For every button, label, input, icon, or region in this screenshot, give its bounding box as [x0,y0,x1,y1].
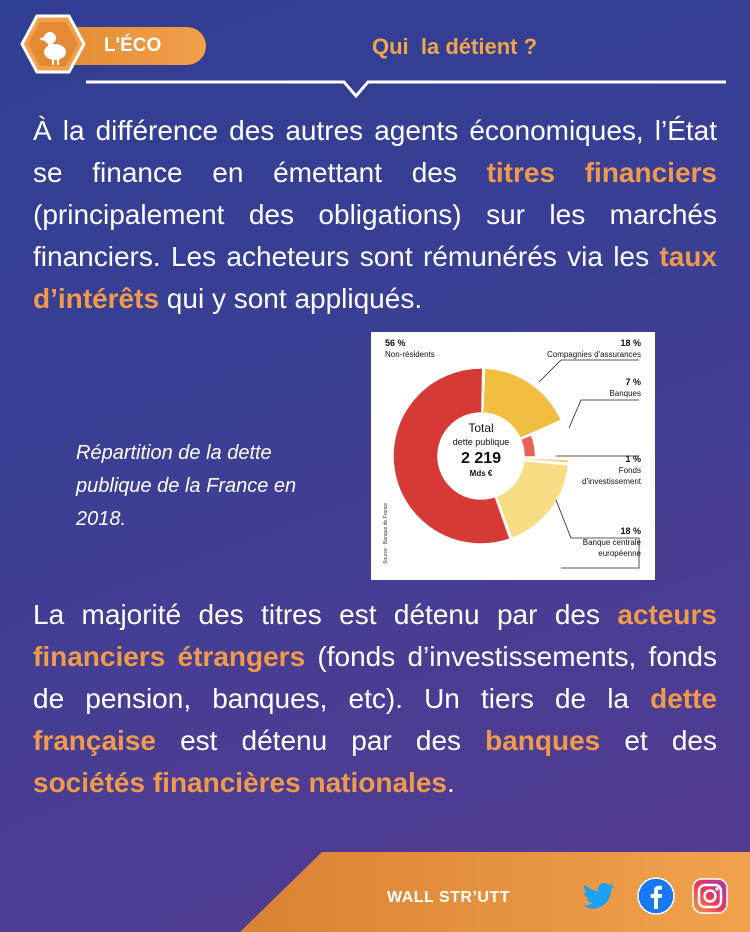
header-divider [86,80,726,100]
center-label-value: 2 219 [460,450,502,467]
donut-chart [371,332,655,580]
logo-icon [20,14,86,74]
intro-paragraph [33,110,717,320]
intro-highlight-2: taux d’intérêts [33,241,717,314]
slice-pct-assurances: 18 % [620,338,641,348]
leader-assurances [539,360,639,382]
chart-source: Source : Banque de France [383,502,389,564]
intro-highlight-1: titres financiers [486,157,717,188]
slice-bce [496,460,569,538]
body-text-3: est détenu par des [155,725,486,756]
slice-label-nonresidents: Non-résidents [385,350,435,359]
chart-caption: Répartition de la dette publique de la France en 2018. [76,442,297,530]
body-highlight-4: sociétés financières nationales [33,767,447,798]
slice-pct-banques: 7 % [625,377,641,387]
body-text-1: La majorité des titres est détenu par des [33,599,618,630]
header [0,0,750,110]
facebook-icon[interactable] [636,876,676,916]
page-title: Qui la détient ? [372,34,538,59]
brand-name: WALL STR’UTT [387,889,511,906]
body-paragraph [33,594,717,804]
body-text-2: (fonds d’investissements, fonds de pension, banques, etc). Un tiers de la [33,641,717,714]
slice-label-banques: Banques [609,389,641,398]
slice-pct-fonds: 1 % [625,454,641,464]
body-text-5: . [446,767,455,798]
body-highlight-1: acteurs financiers étrangers [33,599,717,672]
slice-assurances [483,368,562,438]
intro-text-3: qui y sont appliqués. [159,283,423,314]
slice-pct-nonresidents: 56 % [385,338,406,348]
leader-banques [569,400,639,428]
body-text-4: et des [600,725,717,756]
category-tag-label: L'ÉCO [104,35,162,56]
instagram-icon[interactable] [690,876,730,916]
slice-banques [521,435,536,457]
center-label-unit: Mds € [469,469,493,478]
center-label-total: Total [468,421,494,435]
slice-label-fonds-1: Fonds [618,466,641,475]
slice-label-assurances: Compagnies d'assurances [546,350,641,359]
slice-label-bce-1: Banque centrale [582,538,641,547]
center-label-subtitle: dette publique [452,437,510,447]
twitter-icon[interactable] [578,876,618,916]
slice-label-fonds-2: d'investissement [582,477,641,486]
donut-chart-svg [371,332,655,580]
slice-pct-bce: 18 % [620,526,641,536]
intro-text-1: À la différence des autres agents économiques, l’État se finance en émettant des [33,115,717,188]
body-highlight-3: banques [485,725,601,756]
intro-text-2: (principalement des obligations) sur les marchés financiers. Les acheteurs sont rémunérés via les [33,199,717,272]
slice-label-bce-2: européenne [598,549,641,558]
body-highlight-2: dette française [33,683,717,756]
